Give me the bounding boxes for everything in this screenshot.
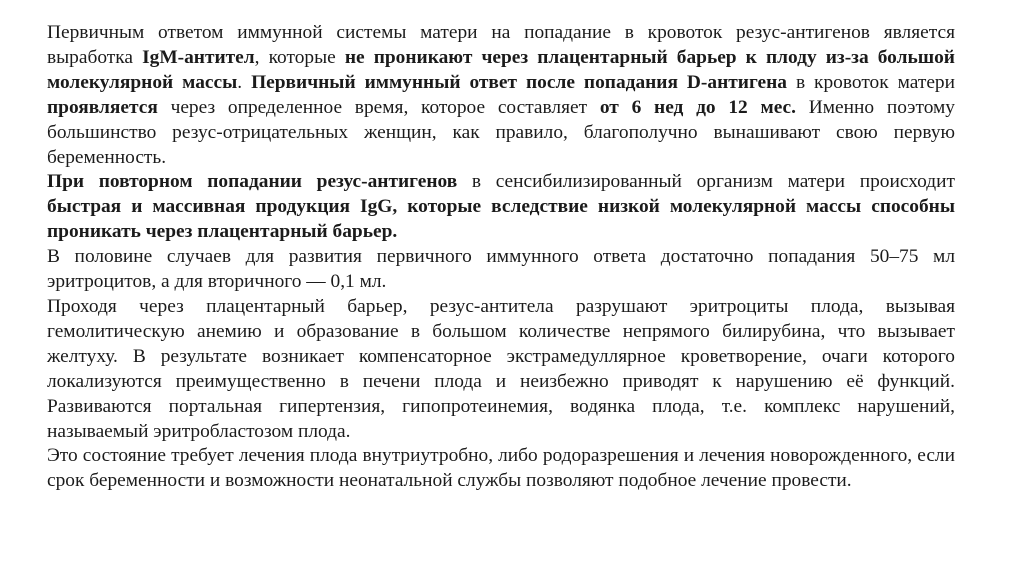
bold-text-segment: быстрая и массивная продукция IgG, которые вследствие низкой молекулярной массы способны проникать через плацентарный барьер.: [47, 196, 955, 243]
text-segment: .: [237, 71, 252, 93]
bold-text-segment: При повторном попадании резус-антигенов: [47, 171, 458, 193]
paragraph-treatment: [47, 444, 955, 494]
paragraph-erythrocyte-volume: [47, 245, 955, 295]
slide-text-block: [47, 21, 955, 494]
text-segment: Проходя через плацентарный барьер, резус-антитела разрушают эритроциты плода, вызывая гемолитическую анемию и образование в большом количестве непрямого билирубина, что вызывает желтуху. В результате возникает компенсаторное экстрамедуллярное кроветворение, очаги которого локализуются преимущественно в печени плода и неизбежно приводят к нарушению её функций. Развиваются портальная гипертензия, гипопротеинемия, водянка плода, т.е. комплекс нарушений, называемый эритробластозом плода.: [47, 295, 955, 442]
bold-text-segment: проявляется: [47, 96, 158, 118]
text-segment: , которые: [254, 46, 345, 68]
paragraph-hemolytic-disease: [47, 295, 955, 444]
bold-text-segment: IgM-антител: [142, 46, 255, 68]
text-segment: в кровоток матери: [786, 71, 956, 93]
text-segment: Первичным ответом иммунной системы матери на попадание в кровоток резус-антигенов является выработка: [47, 22, 955, 68]
text-segment: через определенное время, которое составляет: [157, 96, 600, 118]
bold-text-segment: Первичный иммунный ответ после попадания D-антигена: [251, 71, 787, 93]
text-segment: Именно поэтому большинство резус-отрицательных женщин, как правило, благополучно вынашивают свою первую беременность.: [47, 96, 955, 168]
text-segment: Это состояние требует лечения плода внутриутробно, либо родоразрешения и лечения новорожденного, если срок беременности и возможности неонатальной службы позволяют подобное лечение провести.: [47, 445, 955, 492]
bold-text-segment: не проникают через плацентарный барьер к плоду из-за большой молекулярной массы: [47, 46, 955, 93]
text-segment: в сенсибилизированный организм матери происходит: [457, 171, 956, 193]
bold-text-segment: от 6 нед до 12 мес.: [599, 96, 797, 118]
paragraph-primary-response: [47, 21, 955, 170]
paragraph-secondary-response: [47, 170, 955, 245]
text-segment: В половине случаев для развития первичного иммунного ответа достаточно попадания 50–75 мл эритроцитов, а для вторичного — 0,1 мл.: [47, 246, 955, 293]
